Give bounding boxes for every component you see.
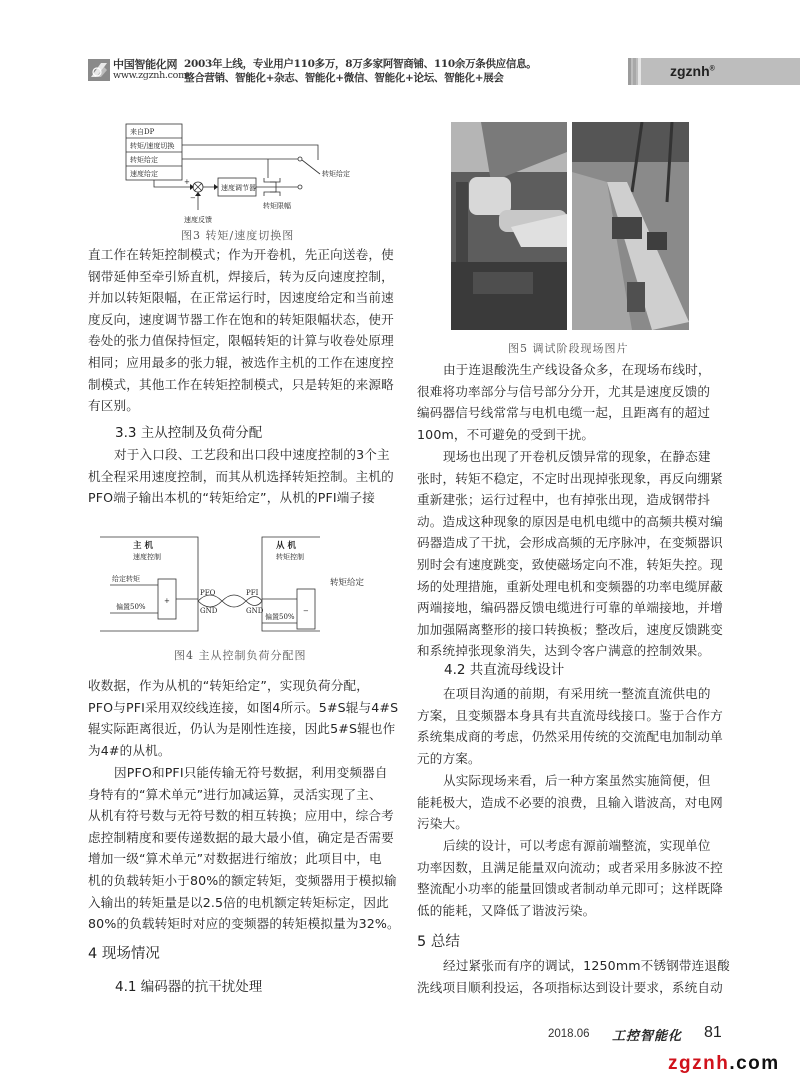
text-line: 污染大。: [417, 816, 468, 832]
section-heading-3-3: 3.3 主从控制及负荷分配: [115, 425, 263, 441]
section-heading-4: 4 现场情况: [88, 946, 160, 962]
text-line: 低的能耗，又降低了谐波污染。: [417, 902, 596, 918]
fig4-slave-output: [330, 570, 364, 589]
text-line: 制模式，其他工作在转矩控制模式，只是转矩的来源略: [88, 376, 394, 392]
text-line: 有区别。: [88, 398, 139, 414]
left-paragraph-4: [88, 762, 408, 935]
text-line: 入输出的转矩量是以2.5倍的电机额定转矩标定，因此: [88, 894, 389, 910]
fig3-plus: +: [184, 178, 190, 186]
text-line: PFO与PFI采用双绞线连接，如图4所示。5#S辊与4#S: [88, 699, 399, 715]
fig3-minus: −: [190, 194, 196, 202]
right-paragraph-1: [417, 359, 739, 445]
fig4-master-input-1: 给定转矩: [112, 575, 140, 583]
text-line: 辊实际距离很近，仍认为是刚性连接，因此5#S辊也作: [88, 721, 396, 737]
text-line: 码器造成了干扰，会形成高频的无序脉冲，在变频器识: [417, 535, 723, 551]
section-heading-5: 5 总结: [417, 934, 460, 950]
text-line: 编码器信号线常常与电机电缆一起，且距离有的超过: [417, 405, 711, 421]
text-line: 从实际现场来看，后一种方案虽然实施简便，但: [443, 773, 711, 788]
figure-3-caption: 图3 转矩/速度切换图: [181, 229, 295, 242]
header-brand-badge: [628, 58, 800, 85]
section-heading-4-1: 4.1 编码器的抗干扰处理: [115, 979, 263, 995]
text-line: 对于入口段、工艺段和出口段中速度控制的3个主: [114, 447, 390, 462]
figure-4-caption: 图4 主从控制负荷分配图: [174, 649, 307, 662]
text-line: PFO端子输出本机的“转矩给定”，从机的PFI端子接: [88, 490, 375, 506]
figure-4-diagram: [100, 533, 320, 633]
text-line: 系统集成商的考虑，仍然采用传统的交流配电加制动单: [417, 729, 723, 745]
left-paragraph-2: [88, 444, 408, 509]
badge-text: zgznh: [670, 63, 710, 79]
right-paragraph-3: [417, 683, 739, 769]
right-paragraph-4: [417, 770, 739, 835]
fig4-slave-title: 从 机: [276, 541, 296, 551]
fig4-pfi: PFI: [246, 589, 259, 597]
fig4-gnd-left: GND: [200, 607, 218, 615]
text-line: 为4#的从机。: [88, 742, 171, 758]
fig3-row-switch: 转矩/速度切换: [130, 142, 175, 150]
issue-date: 2018.06: [548, 1028, 590, 1040]
fig4-pfo: PFO: [200, 589, 216, 597]
fig3-row-dp: 来自DP: [130, 128, 155, 136]
left-paragraph-3: [88, 675, 408, 761]
text-line: 收数据，作为从机的“转矩给定”，实现负荷分配，: [88, 678, 369, 693]
text-line: 加加强隔离整形的接口转换板；整改后，速度反馈跳变: [417, 621, 723, 637]
fig4-gnd-right: GND: [246, 607, 264, 615]
text-line: 度反向，速度调节器工作在饱和的转矩限幅状态，使开: [88, 311, 394, 327]
text-line: 增加一级“算术单元”对数据进行缩放；此项目中，电: [88, 851, 382, 867]
fig4-slave-output-label: 转矩给定: [330, 578, 365, 588]
fig3-torque-limit: 转矩限幅: [263, 202, 291, 210]
site-watermark: [668, 1053, 780, 1075]
text-line: 能耗极大，造成不必要的浪费，且输入谐波高，对电网: [417, 794, 723, 810]
fig3-torque-setpoint: 转矩给定: [322, 170, 350, 178]
text-line: 在项目沟通的前期，有采用统一整流直流供电的: [443, 686, 711, 701]
figure-3-diagram: [118, 118, 358, 228]
text-line: 两端接地，编码器反馈电缆进行可靠的单端接地，并增: [417, 600, 723, 616]
text-line: 因PFO和PFI只能传输无符号数据，利用变频器自: [114, 765, 388, 780]
right-paragraph-2: [417, 446, 739, 662]
text-line: 现场也出现了开卷机反馈异常的现象，在静态建: [443, 449, 711, 464]
text-line: 虑控制精度和要传递数据的最大最小值，确定是否需要: [88, 829, 394, 845]
fig4-slave-sign: −: [303, 607, 309, 615]
text-line: 洗线项目顺利投运，各项指标达到设计要求，系统自动: [417, 979, 723, 995]
fig4-master-input-2: 偏置50%: [116, 603, 146, 611]
fig3-speed-feedback: 速度反馈: [184, 216, 212, 224]
fig3-speed-regulator: 速度调节器: [221, 184, 256, 192]
production-line-photo: [572, 122, 689, 330]
text-line: 功率因数，且满足能量双向流动；或者采用多脉波不控: [417, 859, 723, 875]
text-line: 经过紧张而有序的调试，1250mm不锈钢带连退酸: [443, 958, 730, 973]
header-tagline-2: 整合营销、智能化+杂志、智能化+微信、智能化+论坛、智能化+展会: [184, 72, 504, 84]
uncoiler-photo: [451, 122, 567, 330]
fig4-slave-subtitle: 转矩控制: [276, 553, 304, 561]
text-line: 动。造成这种现象的原因是电机电缆中的高频共模对编: [417, 513, 723, 529]
text-line: 元的方案。: [417, 750, 481, 766]
right-paragraph-6: [417, 955, 739, 998]
text-line: 张时，转矩不稳定，不定时出现掉张现象，再反向绷紧: [417, 470, 723, 486]
site-url[interactable]: www.zgznh.com: [113, 70, 187, 81]
right-paragraph-5: [417, 835, 739, 921]
text-line: 80%的负载转矩时对应的变频器的转矩模拟量为32%。: [88, 916, 400, 932]
text-line: 从机有符号数与无符号数的相互转换；应用中，综合考: [88, 808, 394, 824]
header-tagline-1: 2003年上线，专业用户110多万，8万多家阿智商铺、110余万条供应信息。: [184, 58, 537, 70]
text-line: 机全程采用速度控制，而其从机选择转矩控制。主机的: [88, 468, 394, 484]
registered-mark: ®: [709, 65, 715, 73]
section-heading-4-2: 4.2 共直流母线设计: [444, 662, 565, 678]
fig4-master-title: 主 机: [133, 541, 153, 551]
text-line: 身特有的“算术单元”进行加减运算，灵活实现了主、: [88, 786, 382, 802]
text-line: 钢带延伸至牵引矫直机，焊接后，转为反向速度控制，: [88, 268, 394, 284]
text-line: 直工作在转矩控制模式；作为开卷机，先正向送卷，使: [88, 247, 394, 262]
fig4-master-sign: +: [164, 597, 170, 605]
text-line: 机的负载转矩小于80%的额定转矩，变频器用于模拟输: [88, 872, 397, 888]
fig3-row-speed: 速度给定: [130, 170, 158, 178]
fig3-row-torque: 转矩给定: [130, 156, 158, 164]
text-line: 重新建张；运行过程中，也有掉张出现，造成钢带抖: [417, 492, 711, 508]
page-number: 81: [704, 1024, 722, 1041]
text-line: 场的处理措施，重新处理电机和变频器的功率电缆屏蔽: [417, 578, 723, 594]
text-line: 和系统掉张现象消失，达到令客户满意的控制效果。: [417, 643, 711, 659]
text-line: 并加以转矩限幅，在正常运行时，因速度给定和当前速: [88, 290, 394, 306]
watermark-red: zgznh: [668, 1053, 730, 1074]
text-line: 方案，且变频器本身具有共直流母线接口。鉴于合作方: [417, 707, 723, 723]
watermark-black: .com: [729, 1053, 780, 1074]
text-line: 100m，不可避免的受到干扰。: [417, 426, 595, 442]
zgznh-logo-icon: [88, 59, 110, 81]
text-line: 相同；应用最多的张力辊，被选作主机的工作在速度控: [88, 354, 394, 370]
fig4-slave-input: 偏置50%: [265, 613, 295, 621]
figure-5-caption: 图5 调试阶段现场图片: [508, 342, 629, 355]
left-paragraph-1: [88, 244, 408, 417]
text-line: 别时会有速度跳变，致使磁场定向不准，转矩失控。现: [417, 556, 723, 572]
text-line: 后续的设计，可以考虑有源前端整流，实现单位: [443, 838, 711, 853]
site-name: 中国智能化网: [113, 58, 178, 71]
magazine-title: 工控智能化: [612, 1029, 683, 1044]
fig4-master-subtitle: 速度控制: [133, 553, 161, 561]
text-line: 很难将功率部分与信号部分分开，尤其是速度反馈的: [417, 383, 711, 399]
text-line: 由于连退酸洗生产线设备众多，在现场布线时，: [443, 362, 711, 377]
text-line: 卷处的张力值保持恒定，限幅转矩的计算与收卷处原理: [88, 333, 394, 349]
text-line: 整流配小功率的能量回馈或者制动单元即可；这样既降: [417, 881, 723, 897]
